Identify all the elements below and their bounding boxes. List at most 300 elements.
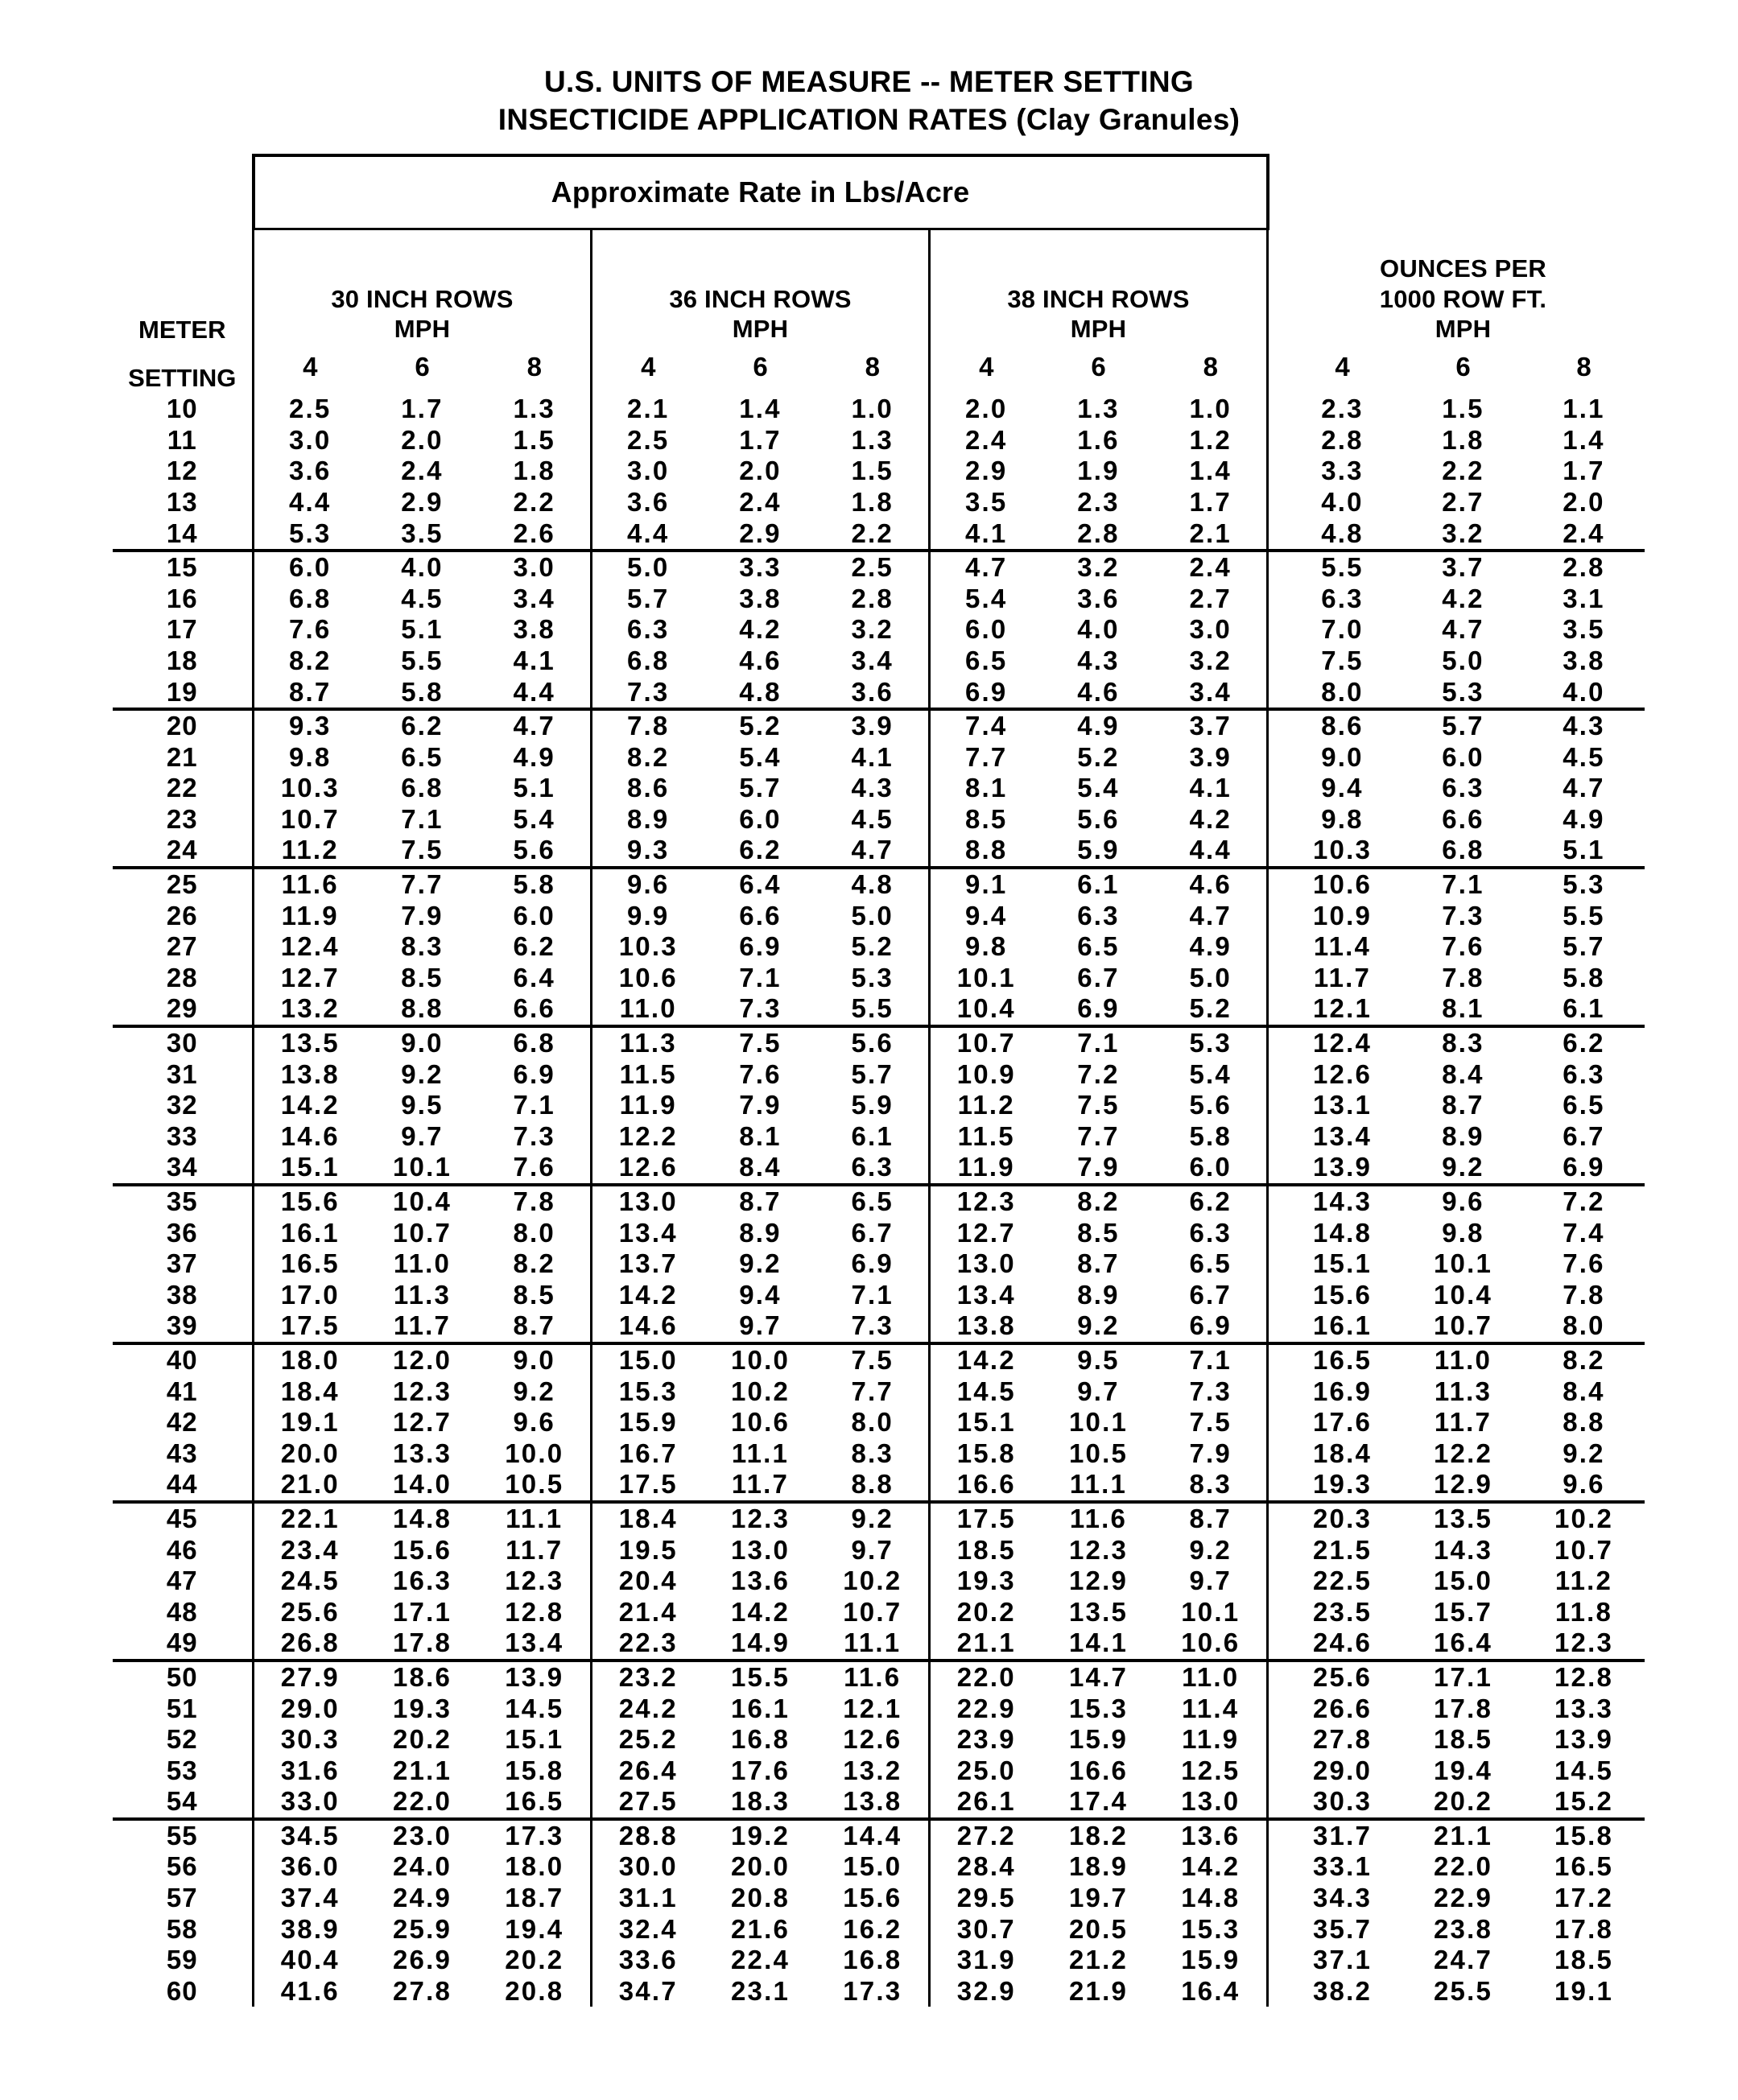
title-line-1: U.S. UNITS OF MEASURE -- METER SETTING bbox=[544, 65, 1194, 98]
rate-36in-8mph: 15.6 bbox=[843, 1883, 902, 1913]
table-row bbox=[113, 931, 1645, 963]
rate-30in-8mph: 13.4 bbox=[479, 1628, 592, 1661]
table-row bbox=[113, 901, 1645, 932]
rate-38in-6mph: 11.1 bbox=[1042, 1469, 1155, 1502]
rate-36in-8mph: 11.6 bbox=[844, 1661, 902, 1692]
rate-36in-6mph: 9.4 bbox=[739, 1279, 782, 1310]
meter-setting-value: 55 bbox=[166, 1820, 198, 1850]
rate-36in-6mph: 4.8 bbox=[704, 677, 817, 710]
rate-38in-8mph: 8.3 bbox=[1155, 1469, 1268, 1502]
rate-38in-4mph: 10.4 bbox=[930, 993, 1042, 1026]
rate-36in-4mph: 17.5 bbox=[592, 1469, 704, 1502]
rate-38in-8mph: 16.4 bbox=[1155, 1976, 1268, 2007]
rate-38in-6mph: 20.5 bbox=[1068, 1913, 1129, 1944]
rate-38in-8mph: 1.0 bbox=[1155, 394, 1268, 425]
rate-30in-8mph: 4.4 bbox=[479, 677, 592, 710]
rate-38in-6mph: 5.4 bbox=[1077, 773, 1120, 803]
rate-30in-8mph: 3.4 bbox=[513, 583, 555, 613]
rate-36in-4mph: 32.4 bbox=[592, 1914, 704, 1945]
table-row bbox=[113, 1883, 1645, 1914]
rate-30in-6mph: 20.2 bbox=[392, 1724, 452, 1755]
rate-30in-6mph: 17.8 bbox=[366, 1628, 479, 1661]
rate-38in-8mph: 9.7 bbox=[1155, 1566, 1268, 1597]
oz-1000ft-6mph: 7.1 bbox=[1442, 869, 1484, 900]
column-gap bbox=[1268, 1883, 1282, 1914]
meter-setting-value: 42 bbox=[166, 1407, 198, 1438]
rate-36in-8mph: 7.3 bbox=[817, 1310, 930, 1343]
oz-1000ft-8mph: 9.2 bbox=[1563, 1438, 1605, 1468]
rate-36in-4mph: 10.3 bbox=[592, 931, 704, 963]
rate-38in-4mph: 5.4 bbox=[930, 584, 1042, 615]
rate-30in-4mph: 21.0 bbox=[254, 1469, 366, 1502]
rate-38in-8mph: 10.1 bbox=[1155, 1597, 1268, 1628]
oz-1000ft-6mph: 6.0 bbox=[1442, 741, 1484, 772]
rate-36in-6mph: 3.3 bbox=[739, 552, 782, 583]
rate-38in-4mph: 8.8 bbox=[930, 835, 1042, 868]
rate-38in-8mph: 4.2 bbox=[1155, 804, 1268, 835]
oz-1000ft-6mph: 19.4 bbox=[1433, 1755, 1493, 1785]
group-header-30-inch-rows bbox=[254, 229, 592, 345]
column-gap bbox=[1268, 931, 1282, 963]
rate-36in-8mph: 17.3 bbox=[843, 1975, 902, 2006]
meter-setting-value: 21 bbox=[166, 741, 198, 772]
rate-30in-4mph: 15.6 bbox=[254, 1185, 366, 1218]
rate-38in-6mph: 5.6 bbox=[1077, 803, 1120, 834]
rate-36in-6mph: 7.6 bbox=[739, 1058, 782, 1089]
rate-36in-4mph: 33.6 bbox=[592, 1945, 704, 1976]
rate-38in-8mph: 12.5 bbox=[1155, 1756, 1268, 1787]
meter-setting-value: 51 bbox=[166, 1693, 198, 1723]
rate-30in-8mph: 15.1 bbox=[505, 1724, 564, 1755]
rate-30in-4mph: 22.1 bbox=[254, 1502, 366, 1535]
rate-38in-8mph: 8.7 bbox=[1155, 1502, 1268, 1535]
rate-30in-8mph: 2.2 bbox=[513, 486, 555, 517]
table-row bbox=[113, 1280, 1645, 1311]
column-gap bbox=[1268, 518, 1282, 551]
oz-1000ft-6mph: 8.3 bbox=[1442, 1028, 1484, 1058]
meter-setting-value: 34 bbox=[113, 1152, 254, 1185]
rate-30in-6mph: 3.5 bbox=[366, 518, 479, 551]
meter-setting-header-line2-cell bbox=[113, 345, 254, 394]
table-row bbox=[113, 1152, 1645, 1185]
rate-30in-6mph: 12.0 bbox=[392, 1344, 452, 1375]
column-gap bbox=[1268, 1248, 1282, 1280]
table-row bbox=[113, 1310, 1645, 1343]
oz-1000ft-4mph: 14.3 bbox=[1312, 1186, 1373, 1216]
rate-38in-4mph: 13.4 bbox=[930, 1280, 1042, 1311]
rate-38in-6mph: 9.7 bbox=[1077, 1376, 1120, 1406]
rate-30in-6mph: 7.5 bbox=[366, 835, 479, 868]
meter-setting-value: 47 bbox=[166, 1566, 198, 1596]
rate-38in-4mph: 18.5 bbox=[930, 1535, 1042, 1566]
rate-36in-8mph: 8.3 bbox=[851, 1438, 894, 1468]
meter-setting-header-line1: METER bbox=[138, 316, 226, 344]
rate-36in-8mph: 4.8 bbox=[851, 869, 894, 900]
meter-setting-value: 18 bbox=[166, 645, 198, 675]
meter-setting-value: 41 bbox=[166, 1376, 198, 1406]
column-gap bbox=[1268, 1851, 1282, 1883]
oz-1000ft-6mph: 6.6 bbox=[1442, 803, 1484, 834]
rate-36in-6mph: 8.1 bbox=[739, 1120, 782, 1151]
rate-38in-6mph: 4.3 bbox=[1077, 645, 1120, 675]
rate-30in-6mph: 6.5 bbox=[401, 741, 444, 772]
oz-1000ft-4mph: 29.0 bbox=[1312, 1755, 1373, 1785]
table-row bbox=[113, 456, 1645, 487]
oz-1000ft-6mph: 15.7 bbox=[1433, 1596, 1493, 1627]
rate-38in-4mph: 25.0 bbox=[930, 1756, 1042, 1787]
oz-1000ft-4mph: 12.4 bbox=[1312, 1028, 1373, 1058]
oz-1000ft-4mph: 9.0 bbox=[1321, 741, 1364, 772]
oz-1000ft-6mph: 24.7 bbox=[1433, 1945, 1493, 1975]
rate-36in-4mph: 11.3 bbox=[592, 1026, 704, 1059]
oz-1000ft-6mph: 7.6 bbox=[1442, 931, 1484, 962]
rate-38in-6mph: 10.1 bbox=[1068, 1407, 1129, 1438]
oz-1000ft-8mph: 6.1 bbox=[1524, 993, 1645, 1026]
rate-36in-4mph: 4.4 bbox=[592, 518, 704, 551]
oz-1000ft-6mph: 11.0 bbox=[1434, 1344, 1492, 1375]
oz-1000ft-6mph: 5.3 bbox=[1403, 677, 1524, 710]
rate-38in-6mph: 6.5 bbox=[1077, 931, 1120, 962]
oz-1000ft-8mph: 8.8 bbox=[1563, 1407, 1605, 1438]
rate-30in-4mph: 3.0 bbox=[254, 425, 366, 456]
meter-setting-value: 31 bbox=[166, 1058, 198, 1089]
rate-38in-4mph: 8.5 bbox=[930, 804, 1042, 835]
rate-36in-6mph: 14.2 bbox=[730, 1596, 791, 1627]
rate-38in-4mph: 13.0 bbox=[930, 1248, 1042, 1280]
rate-38in-4mph: 4.7 bbox=[930, 551, 1042, 584]
rate-36in-6mph: 6.4 bbox=[739, 869, 782, 900]
meter-setting-value: 29 bbox=[113, 993, 254, 1026]
oz-1000ft-8mph: 6.2 bbox=[1563, 1028, 1605, 1058]
oz-1000ft-6mph: 17.8 bbox=[1433, 1693, 1493, 1723]
oz-1000ft-6mph: 11.7 bbox=[1434, 1407, 1492, 1438]
table-row bbox=[113, 394, 1645, 425]
rate-38in-4mph: 28.4 bbox=[930, 1851, 1042, 1883]
rate-38in-8mph: 4.6 bbox=[1155, 868, 1268, 901]
rate-36in-6mph: 15.5 bbox=[730, 1661, 791, 1692]
rate-36in-8mph: 12.6 bbox=[843, 1724, 902, 1755]
rate-30in-4mph: 17.5 bbox=[254, 1310, 366, 1343]
oz-1000ft-6mph: 9.6 bbox=[1442, 1186, 1484, 1216]
oz-1000ft-6mph: 12.2 bbox=[1433, 1438, 1493, 1468]
rate-36in-6mph: 1.7 bbox=[739, 424, 782, 455]
table-row bbox=[113, 551, 1645, 584]
oz-1000ft-4mph: 8.0 bbox=[1282, 677, 1403, 710]
meter-setting-value: 35 bbox=[166, 1186, 198, 1216]
column-gap bbox=[1268, 1724, 1282, 1756]
meter-setting-value: 17 bbox=[166, 614, 198, 645]
meter-setting-value: 20 bbox=[166, 711, 198, 741]
oz-1000ft-4mph: 7.5 bbox=[1321, 645, 1364, 675]
column-gap bbox=[1268, 1535, 1282, 1566]
rate-30in-6mph: 9.0 bbox=[401, 1028, 444, 1058]
meter-setting-value: 27 bbox=[166, 931, 198, 962]
rate-36in-4mph: 8.9 bbox=[592, 804, 704, 835]
rate-38in-8mph: 4.1 bbox=[1155, 773, 1268, 804]
column-gap bbox=[1268, 1945, 1282, 1976]
rate-30in-8mph: 10.0 bbox=[505, 1438, 564, 1468]
oz-1000ft-4mph: 21.5 bbox=[1312, 1534, 1373, 1565]
oz-1000ft-8mph: 8.0 bbox=[1524, 1310, 1645, 1343]
rate-38in-6mph: 7.7 bbox=[1077, 1120, 1120, 1151]
meter-setting-value: 46 bbox=[166, 1534, 198, 1565]
rate-36in-4mph: 12.6 bbox=[592, 1152, 704, 1185]
table-row bbox=[113, 646, 1645, 677]
column-gap bbox=[1268, 1976, 1282, 2007]
speed-header-gap bbox=[1268, 345, 1282, 394]
table-row bbox=[113, 1218, 1645, 1249]
rate-36in-4mph: 7.3 bbox=[592, 677, 704, 710]
header-speed-row bbox=[113, 345, 1645, 394]
rate-30in-6mph: 14.8 bbox=[392, 1503, 452, 1533]
rate-30in-6mph: 6.8 bbox=[401, 773, 444, 803]
rate-30in-8mph: 8.5 bbox=[513, 1279, 555, 1310]
speed-header-36-6: 6 bbox=[753, 352, 768, 382]
group-30-name: 30 INCH ROWS bbox=[331, 284, 514, 313]
group-36-name: 36 INCH ROWS bbox=[669, 284, 852, 313]
column-gap bbox=[1268, 1438, 1282, 1470]
rate-38in-8mph: 7.5 bbox=[1155, 1407, 1268, 1438]
rate-38in-8mph: 1.2 bbox=[1155, 425, 1268, 456]
oz-1000ft-4mph: 11.7 bbox=[1313, 962, 1372, 992]
rate-36in-4mph: 5.7 bbox=[592, 584, 704, 615]
rate-30in-4mph: 6.8 bbox=[254, 584, 366, 615]
rate-30in-8mph: 6.0 bbox=[513, 900, 555, 930]
oz-1000ft-8mph: 7.8 bbox=[1563, 1279, 1605, 1310]
rate-38in-6mph: 1.9 bbox=[1077, 456, 1120, 486]
group-36-unit: MPH bbox=[732, 315, 789, 344]
rate-36in-6mph: 6.2 bbox=[704, 835, 817, 868]
meter-setting-value: 54 bbox=[113, 1786, 254, 1819]
column-gap bbox=[1268, 1121, 1282, 1153]
rate-30in-6mph: 17.1 bbox=[392, 1596, 452, 1627]
oz-1000ft-6mph: 8.4 bbox=[1442, 1058, 1484, 1089]
rate-36in-8mph: 7.1 bbox=[851, 1279, 894, 1310]
rate-36in-4mph: 27.5 bbox=[592, 1786, 704, 1819]
rate-36in-4mph: 3.6 bbox=[592, 487, 704, 518]
oz-1000ft-4mph: 15.1 bbox=[1312, 1248, 1373, 1279]
rate-38in-8mph: 9.2 bbox=[1155, 1535, 1268, 1566]
rate-30in-4mph: 16.5 bbox=[254, 1248, 366, 1280]
rate-30in-8mph: 2.6 bbox=[479, 518, 592, 551]
rate-36in-8mph: 3.2 bbox=[851, 614, 894, 645]
oz-1000ft-6mph: 22.0 bbox=[1433, 1851, 1493, 1882]
rate-36in-6mph: 13.0 bbox=[730, 1534, 791, 1565]
title-line-2: INSECTICIDE APPLICATION RATES (Clay Granules) bbox=[497, 103, 1241, 137]
column-gap bbox=[1268, 1628, 1282, 1661]
rate-36in-8mph: 13.8 bbox=[817, 1786, 930, 1819]
rate-36in-6mph: 9.7 bbox=[704, 1310, 817, 1343]
meter-setting-value: 16 bbox=[166, 583, 198, 613]
oz-1000ft-4mph: 22.5 bbox=[1312, 1566, 1373, 1596]
rate-30in-6mph: 8.8 bbox=[366, 993, 479, 1026]
table-row bbox=[113, 1724, 1645, 1756]
meter-setting-value: 48 bbox=[166, 1596, 198, 1627]
rate-36in-8mph: 5.6 bbox=[851, 1028, 894, 1058]
rate-30in-6mph: 13.3 bbox=[392, 1438, 452, 1468]
group-oz-name-line1: OUNCES PER bbox=[1380, 254, 1546, 283]
rate-30in-6mph: 6.2 bbox=[401, 711, 444, 741]
rate-38in-8mph: 6.0 bbox=[1155, 1152, 1268, 1185]
rate-36in-4mph: 12.2 bbox=[592, 1121, 704, 1153]
meter-setting-value: 19 bbox=[113, 677, 254, 710]
page-title bbox=[0, 0, 1738, 139]
rate-30in-6mph: 5.1 bbox=[401, 614, 444, 645]
rate-38in-8mph: 15.3 bbox=[1155, 1914, 1268, 1945]
rate-30in-8mph: 5.6 bbox=[479, 835, 592, 868]
meter-setting-value: 28 bbox=[166, 962, 198, 992]
rate-30in-8mph: 20.2 bbox=[505, 1945, 564, 1975]
rate-38in-6mph: 3.6 bbox=[1077, 583, 1120, 613]
column-gap bbox=[1268, 677, 1282, 710]
rate-36in-6mph: 13.6 bbox=[730, 1566, 791, 1596]
rate-38in-8mph: 2.1 bbox=[1155, 518, 1268, 551]
rate-36in-8mph: 5.3 bbox=[851, 962, 894, 992]
oz-1000ft-6mph: 9.8 bbox=[1442, 1217, 1484, 1248]
rate-36in-6mph: 18.3 bbox=[704, 1786, 817, 1819]
oz-1000ft-6mph: 8.7 bbox=[1442, 1090, 1484, 1120]
rate-38in-4mph: 2.4 bbox=[930, 425, 1042, 456]
rate-36in-6mph: 5.2 bbox=[739, 711, 782, 741]
table-row bbox=[113, 993, 1645, 1026]
meter-setting-value: 32 bbox=[166, 1090, 198, 1120]
column-gap bbox=[1268, 487, 1282, 518]
oz-1000ft-8mph: 15.8 bbox=[1554, 1820, 1614, 1850]
header-ounces-blank bbox=[1282, 155, 1645, 229]
rate-36in-6mph: 7.1 bbox=[739, 962, 782, 992]
rate-38in-4mph: 7.4 bbox=[930, 709, 1042, 742]
table-row bbox=[113, 1851, 1645, 1883]
meter-setting-value: 12 bbox=[166, 456, 198, 486]
rate-38in-6mph: 18.2 bbox=[1068, 1820, 1129, 1850]
rate-36in-8mph: 5.9 bbox=[851, 1090, 894, 1120]
rate-30in-4mph: 33.0 bbox=[254, 1786, 366, 1819]
oz-1000ft-6mph: 13.5 bbox=[1433, 1503, 1493, 1533]
oz-1000ft-4mph: 13.4 bbox=[1312, 1120, 1373, 1151]
rate-36in-6mph: 7.9 bbox=[739, 1090, 782, 1120]
oz-1000ft-8mph: 12.3 bbox=[1524, 1628, 1645, 1661]
rate-36in-8mph: 16.2 bbox=[843, 1913, 902, 1944]
rate-38in-4mph: 2.0 bbox=[930, 394, 1042, 425]
rate-30in-6mph: 24.9 bbox=[392, 1883, 452, 1913]
rate-36in-4mph: 2.5 bbox=[592, 425, 704, 456]
rate-30in-6mph: 9.5 bbox=[401, 1090, 444, 1120]
meter-setting-value: 53 bbox=[166, 1755, 198, 1785]
meter-setting-value: 60 bbox=[166, 1975, 198, 2006]
rate-38in-8mph: 3.0 bbox=[1155, 614, 1268, 646]
rate-30in-8mph: 18.0 bbox=[505, 1851, 564, 1882]
column-gap bbox=[1268, 1026, 1282, 1059]
rate-38in-8mph: 13.6 bbox=[1155, 1819, 1268, 1852]
rate-38in-6mph: 11.6 bbox=[1069, 1503, 1128, 1533]
table-row bbox=[113, 1628, 1645, 1661]
rate-36in-4mph: 14.6 bbox=[592, 1310, 704, 1343]
rate-30in-6mph: 5.8 bbox=[366, 677, 479, 710]
oz-1000ft-4mph: 31.7 bbox=[1312, 1820, 1373, 1850]
oz-1000ft-6mph: 15.0 bbox=[1433, 1566, 1493, 1596]
header-corner-blank bbox=[113, 155, 254, 229]
column-gap bbox=[1268, 868, 1282, 901]
rate-30in-4mph: 29.0 bbox=[254, 1694, 366, 1725]
rate-38in-4mph: 23.9 bbox=[930, 1724, 1042, 1756]
meter-setting-value: 49 bbox=[113, 1628, 254, 1661]
column-gap bbox=[1268, 584, 1282, 615]
rate-36in-4mph: 24.2 bbox=[592, 1694, 704, 1725]
rate-36in-8mph: 6.1 bbox=[851, 1120, 894, 1151]
oz-1000ft-6mph: 4.7 bbox=[1442, 614, 1484, 645]
oz-1000ft-6mph: 3.7 bbox=[1442, 552, 1484, 583]
oz-1000ft-6mph: 5.7 bbox=[1442, 711, 1484, 741]
oz-1000ft-8mph: 9.6 bbox=[1524, 1469, 1645, 1502]
oz-1000ft-8mph: 15.2 bbox=[1524, 1786, 1645, 1819]
rate-30in-4mph: 12.4 bbox=[254, 931, 366, 963]
meter-setting-value: 50 bbox=[166, 1661, 198, 1692]
rate-30in-4mph: 13.5 bbox=[254, 1026, 366, 1059]
rate-38in-4mph: 26.1 bbox=[930, 1786, 1042, 1819]
rate-30in-4mph: 23.4 bbox=[254, 1535, 366, 1566]
column-gap bbox=[1268, 1661, 1282, 1694]
rate-38in-6mph: 17.4 bbox=[1042, 1786, 1155, 1819]
column-gap bbox=[1268, 1502, 1282, 1535]
rate-30in-8mph: 17.3 bbox=[505, 1820, 564, 1850]
oz-1000ft-6mph: 6.3 bbox=[1442, 773, 1484, 803]
table-row bbox=[113, 868, 1645, 901]
rate-30in-8mph: 3.8 bbox=[513, 614, 555, 645]
column-gap bbox=[1268, 901, 1282, 932]
oz-1000ft-8mph: 2.0 bbox=[1563, 486, 1605, 517]
rate-36in-4mph: 18.4 bbox=[592, 1502, 704, 1535]
rate-30in-4mph: 18.0 bbox=[254, 1343, 366, 1376]
meter-setting-value: 39 bbox=[113, 1310, 254, 1343]
rate-30in-6mph: 4.5 bbox=[401, 583, 444, 613]
column-gap bbox=[1268, 646, 1282, 677]
rate-30in-8mph: 9.6 bbox=[513, 1407, 555, 1438]
rate-30in-4mph: 38.9 bbox=[254, 1914, 366, 1945]
group-header-36-inch-rows bbox=[592, 229, 930, 345]
rate-38in-8mph: 7.9 bbox=[1155, 1438, 1268, 1470]
rate-30in-8mph: 20.8 bbox=[505, 1975, 564, 2006]
table-row bbox=[113, 742, 1645, 774]
rate-30in-6mph: 16.3 bbox=[392, 1566, 452, 1596]
rate-36in-4mph: 9.3 bbox=[592, 835, 704, 868]
table-row bbox=[113, 487, 1645, 518]
rate-30in-8mph: 18.7 bbox=[505, 1883, 564, 1913]
rate-36in-6mph: 5.4 bbox=[739, 741, 782, 772]
rate-36in-6mph: 8.7 bbox=[739, 1186, 782, 1216]
rate-38in-6mph: 15.9 bbox=[1068, 1724, 1129, 1755]
rate-36in-8mph: 4.7 bbox=[817, 835, 930, 868]
table-row bbox=[113, 614, 1645, 646]
oz-1000ft-8mph: 17.2 bbox=[1554, 1883, 1614, 1913]
rate-38in-6mph: 8.5 bbox=[1077, 1217, 1120, 1248]
rate-30in-8mph: 6.6 bbox=[479, 993, 592, 1026]
rate-30in-4mph: 13.8 bbox=[254, 1059, 366, 1091]
column-gap bbox=[1268, 1310, 1282, 1343]
rate-30in-6mph: 22.0 bbox=[366, 1786, 479, 1819]
oz-1000ft-8mph: 8.2 bbox=[1563, 1344, 1605, 1375]
rate-38in-4mph: 9.1 bbox=[930, 868, 1042, 901]
oz-1000ft-6mph: 10.4 bbox=[1433, 1279, 1493, 1310]
rate-30in-4mph: 16.1 bbox=[254, 1218, 366, 1249]
oz-1000ft-8mph: 18.5 bbox=[1554, 1945, 1614, 1975]
rate-30in-6mph: 18.6 bbox=[392, 1661, 452, 1692]
oz-1000ft-6mph: 23.8 bbox=[1433, 1913, 1493, 1944]
rate-30in-4mph: 11.6 bbox=[254, 868, 366, 901]
rate-30in-8mph: 4.9 bbox=[513, 741, 555, 772]
oz-1000ft-4mph: 10.3 bbox=[1282, 835, 1403, 868]
rate-30in-8mph: 11.7 bbox=[506, 1534, 564, 1565]
oz-1000ft-8mph: 2.8 bbox=[1563, 552, 1605, 583]
